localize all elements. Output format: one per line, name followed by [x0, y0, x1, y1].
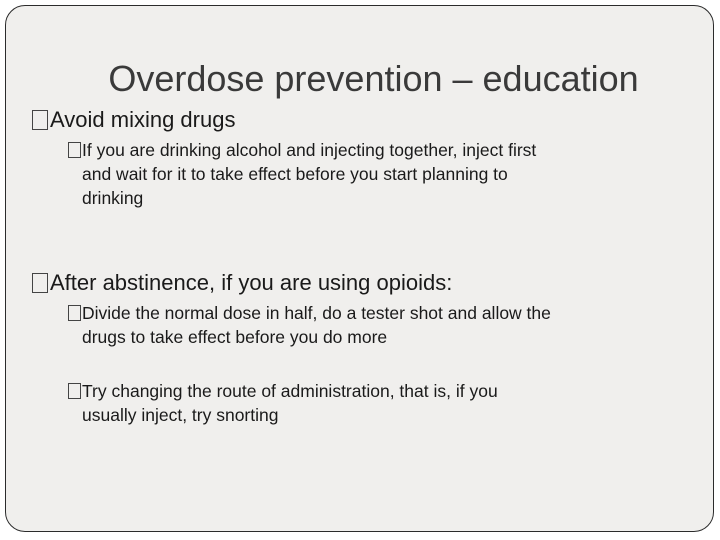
- subpoint-route: [68, 379, 498, 427]
- subpoint-text: [82, 379, 498, 427]
- bullet-avoid-mixing: [32, 107, 235, 133]
- subpoint-line: drinking: [82, 188, 144, 208]
- subpoint-alcohol: [68, 138, 536, 210]
- subpoint-line: If you are drinking alcohol and injecting together, inject first: [82, 140, 537, 160]
- slide-title: Overdose prevention – education: [108, 58, 639, 99]
- subpoint-divide-dose: [68, 301, 551, 349]
- bullet-heading-text: Avoid mixing drugs: [50, 107, 236, 132]
- bullet-box-icon: [68, 305, 81, 321]
- subpoint-line: usually inject, try snorting: [82, 405, 279, 425]
- subpoint-line: and wait for it to take effect before you start planning to: [82, 164, 508, 184]
- bullet-box-icon: [68, 383, 81, 399]
- subpoint-text: [82, 301, 551, 349]
- subpoint-line: Divide the normal dose in half, do a tester shot and allow the: [82, 303, 551, 323]
- bullet-box-icon: [68, 142, 81, 158]
- bullet-box-icon: [32, 273, 48, 293]
- subpoint-text: [82, 138, 536, 210]
- subpoint-line: Try changing the route of administration, that is, if you: [82, 381, 498, 401]
- subpoint-line: drugs to take effect before you do more: [82, 327, 388, 347]
- bullet-heading-text: After abstinence, if you are using opioids:: [50, 270, 453, 295]
- bullet-after-abstinence: [32, 270, 452, 296]
- bullet-box-icon: [32, 110, 48, 130]
